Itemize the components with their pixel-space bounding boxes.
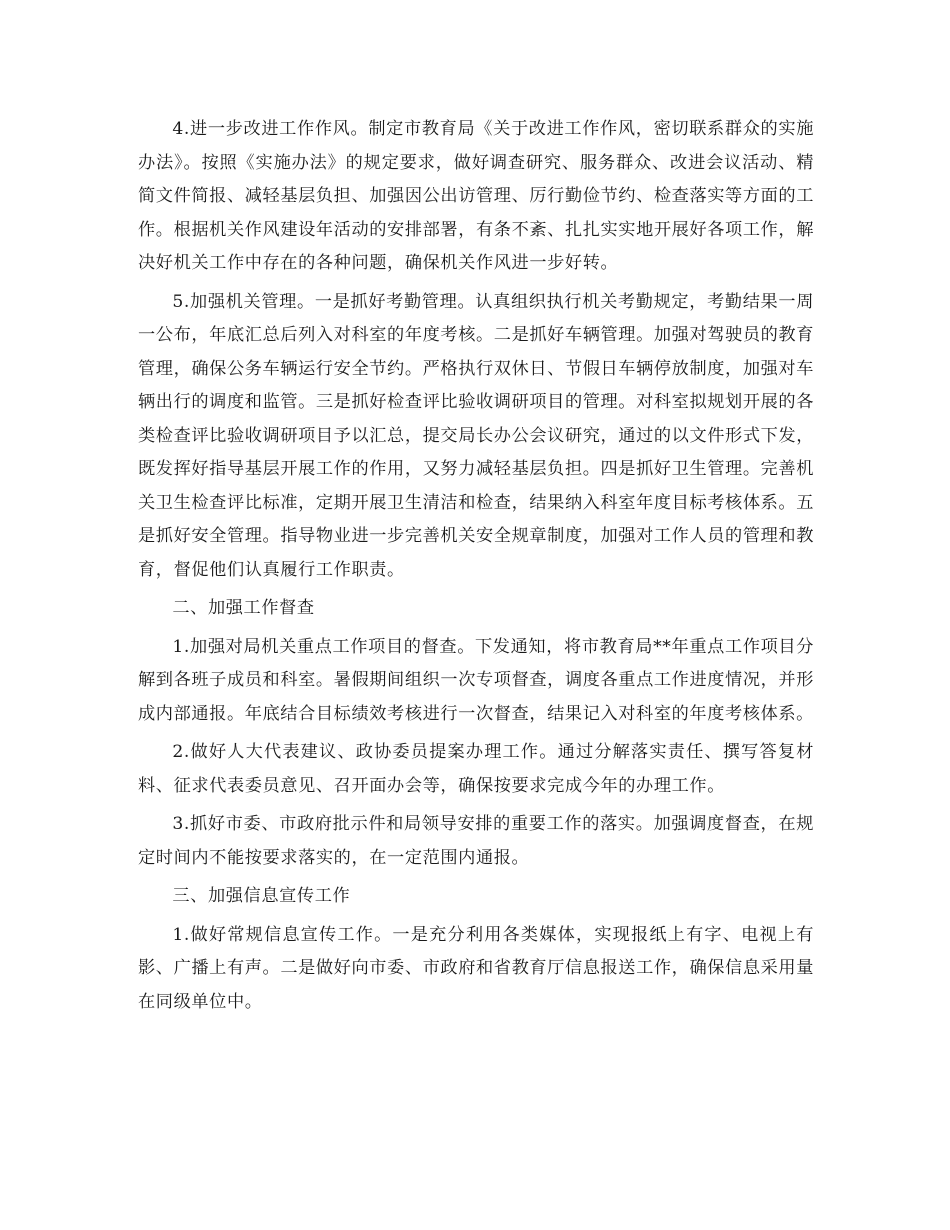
- section-heading-supervision: 二、加强工作督查: [172, 598, 315, 618]
- paragraph-strengthen-management: 5.加强机关管理。一是抓好考勤管理。认真组织执行机关考勤规定，考勤结果一周一公布，年底汇总后列入对科室的年度考核。二是抓好车辆管理。加强对驾驶员的教育管理，确保公务车辆运行安全节约。严格执行双休日、节假日车辆停放制度，加强对车辆出行的调度和监管。三是抓好检查评比验收调研项目的管理。对科室拟规划开展的各类检查评比验收调研项目予以汇总，提交局长办公会议研究，通过的以文件形式下发，既发挥好指导基层开展工作的作用，又努力减轻基层负担。四是抓好卫生管理。完善机关卫生检查评比标准，定期开展卫生清洁和检查，结果纳入科室年度目标考核体系。五是抓好安全管理。指导物业进一步完善机关安全规章制度，加强对工作人员的管理和教育，督促他们认真履行工作职责。: [138, 291, 814, 580]
- paragraph-improve-work-style: 4.进一步改进工作作风。制定市教育局《关于改进工作作风，密切联系群众的实施办法》。按照《实施办法》的规定要求，做好调查研究、服务群众、改进会议活动、精简文件简报、减轻基层负担、加强因公出访管理、厉行勤俭节约、检查落实等方面的工作。根据机关作风建设年活动的安排部署，有条不紊、扎扎实实地开展好各项工作，解决好机关工作中存在的各种问题，确保机关作风进一步好转。: [138, 119, 814, 273]
- paragraph-routine-publicity: 1.做好常规信息宣传工作。一是充分利用各类媒体，实现报纸上有字、电视上有影、广播上有声。二是做好向市委、市政府和省教育厅信息报送工作，确保信息采用量在同级单位中。: [138, 924, 814, 1012]
- document-body: [138, 113, 814, 1024]
- section-heading-publicity: 三、加强信息宣传工作: [172, 886, 351, 906]
- paragraph-key-project-supervision: 1.加强对局机关重点工作项目的督查。下发通知，将市教育局**年重点工作项目分解到各班子成员和科室。暑假期间组织一次专项督查，调度各重点工作进度情况，并形成内部通报。年底结合目标绩效考核进行一次督查，结果记入对科室的年度考核体系。: [138, 636, 814, 724]
- paragraph-instruction-implementation: 3.抓好市委、市政府批示件和局领导安排的重要工作的落实。加强调度督查，在规定时间内不能按要求落实的，在一定范围内通报。: [138, 814, 814, 868]
- paragraph-proposal-handling: 2.做好人大代表建议、政协委员提案办理工作。通过分解落实责任、撰写答复材料、征求代表委员意见、召开面办会等，确保按要求完成今年的办理工作。: [138, 742, 814, 796]
